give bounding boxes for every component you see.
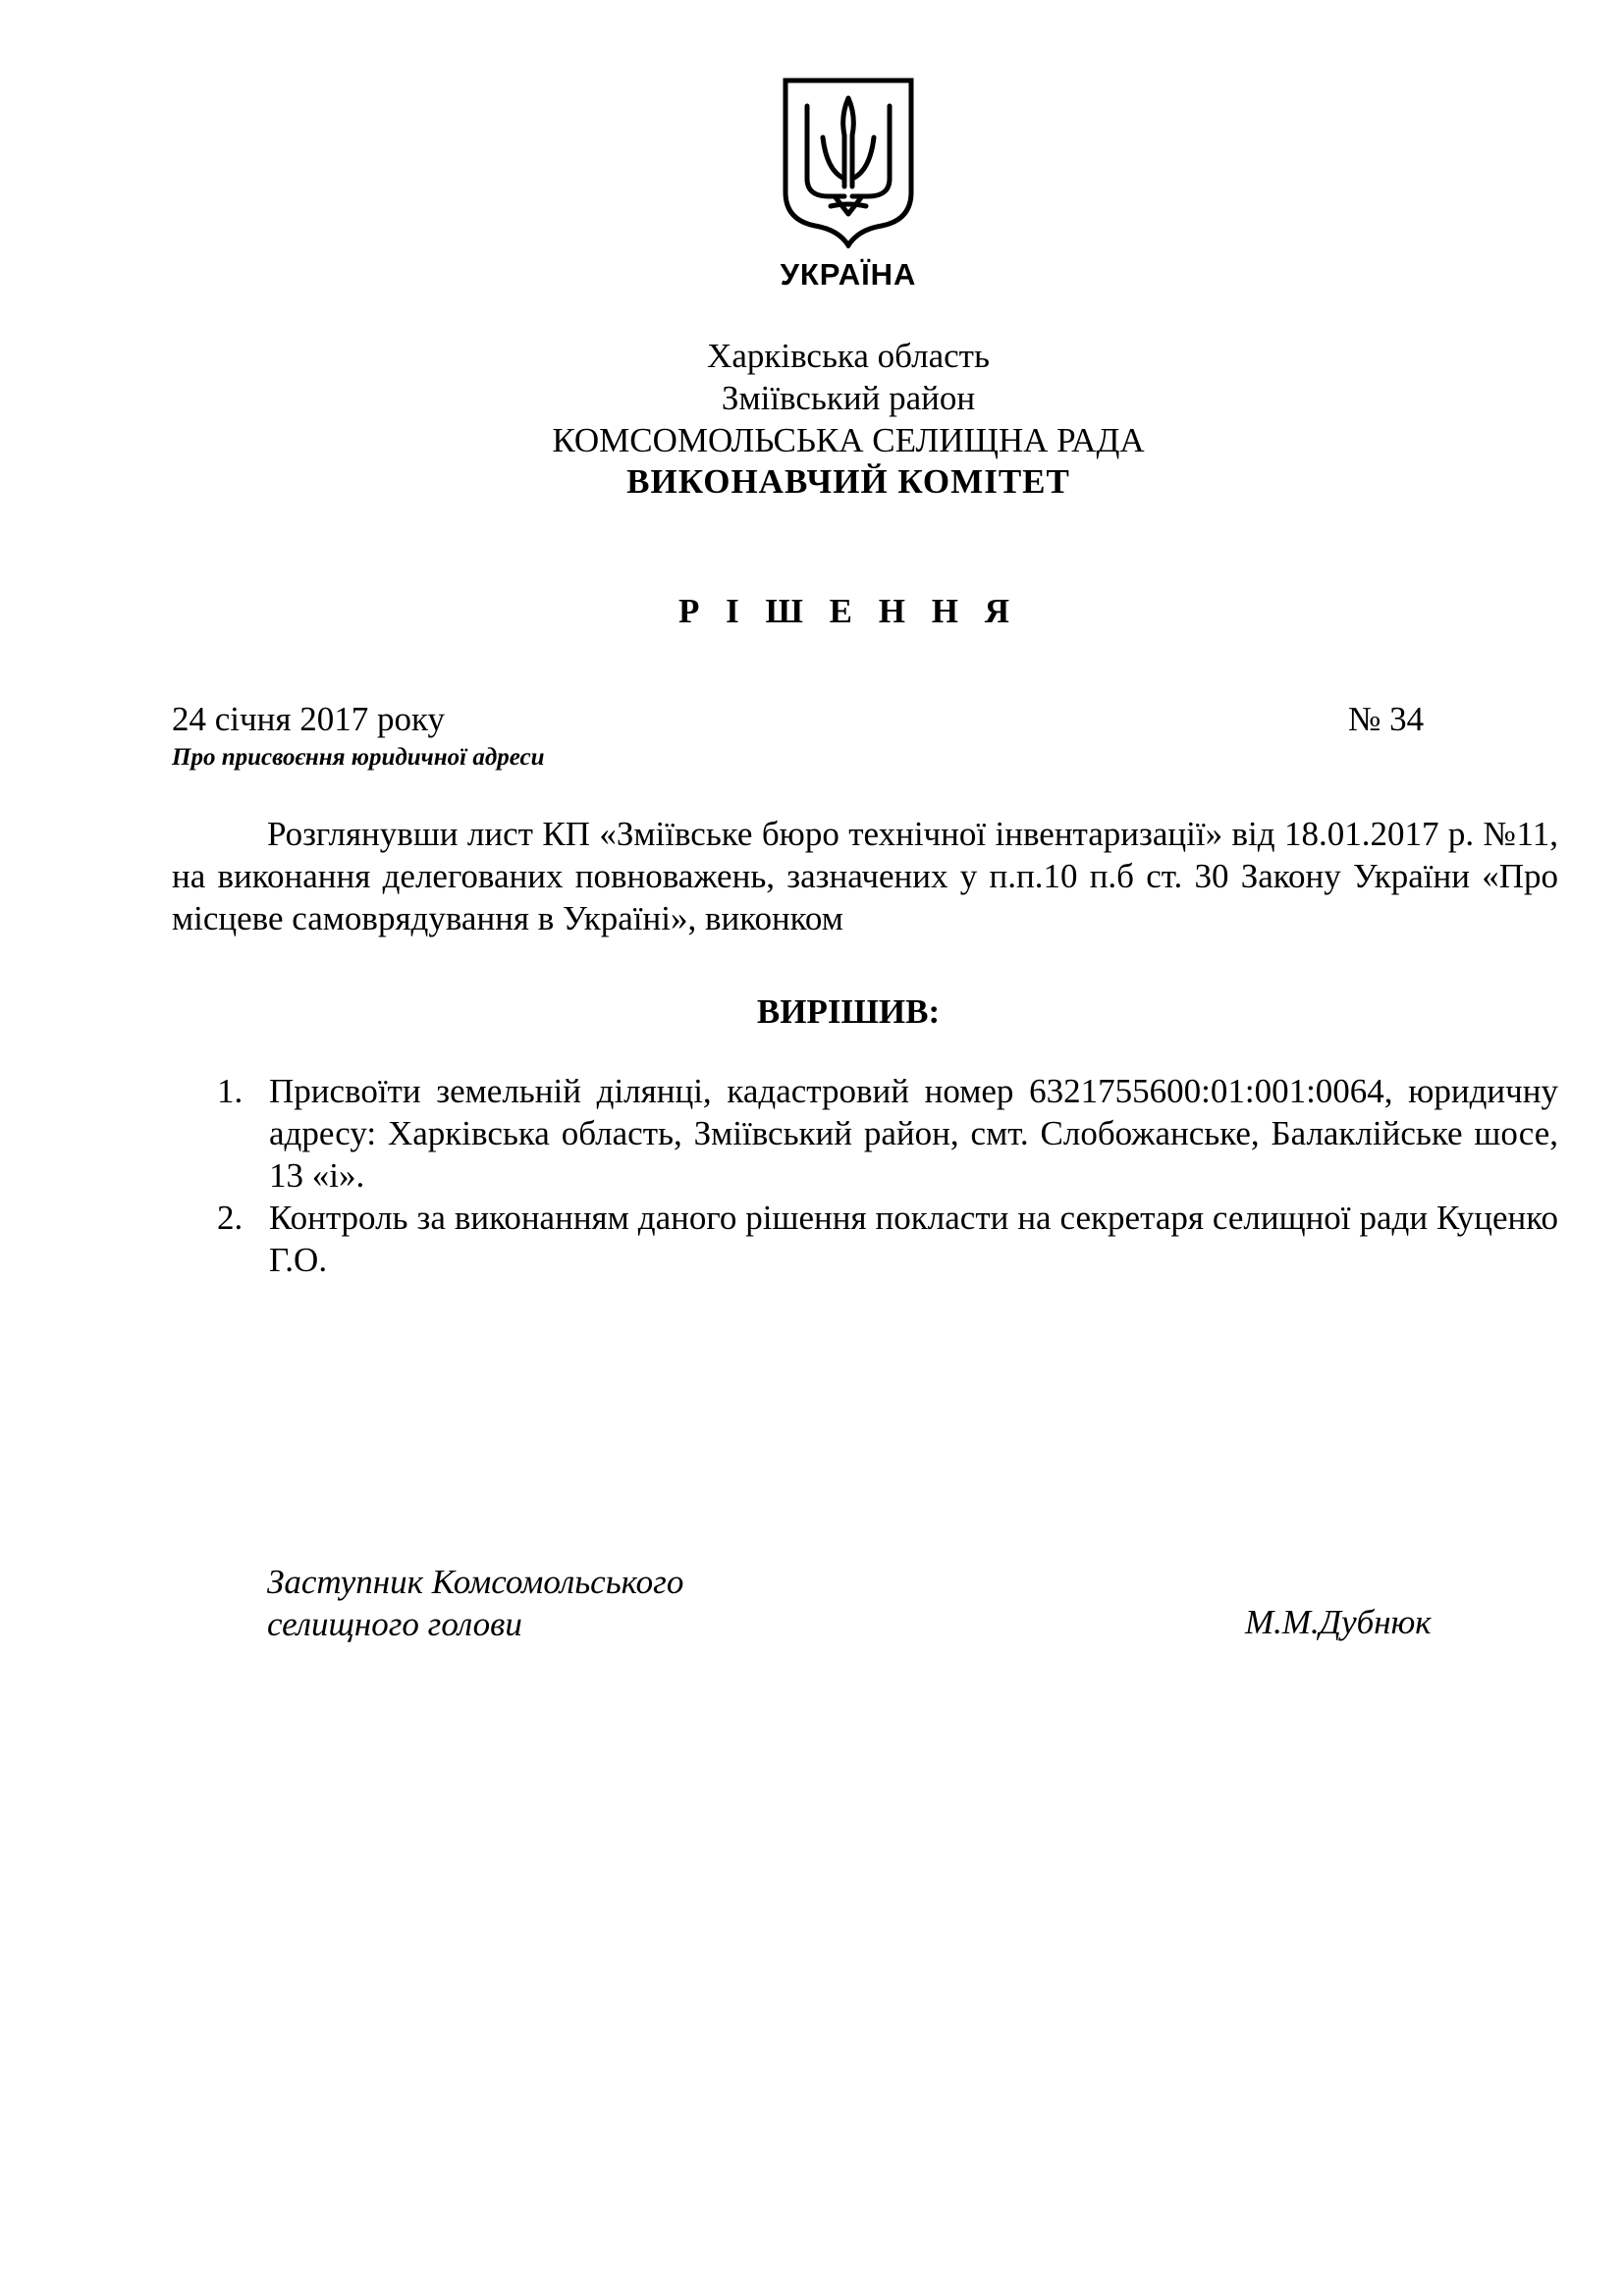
document-title: Р І Ш Е Н Н Я — [677, 592, 1018, 630]
signatory-name: М.М.Дубнюк — [1245, 1603, 1432, 1641]
document-subject: Про присвоєння юридичної адреси — [172, 744, 545, 771]
council-label: КОМСОМОЛЬСЬКА СЕЛИЩНА РАДА — [552, 421, 1145, 459]
district-label: Зміївський район — [721, 379, 976, 417]
decision-item-text: Присвоїти земельній ділянці, кадастровий номер 6321755600:01:001:0064, юридичну адресу: Харківська область, Зміївський район, смт. Слобожанське, Балаклійське шосе, 13 «і». — [269, 1072, 1558, 1195]
decision-item — [172, 1197, 1558, 1281]
signatory-position-line1: Заступник Комсомольського — [267, 1563, 684, 1601]
trident-coat-of-arms-icon — [780, 77, 917, 248]
decision-heading: ВИРІШИВ: — [756, 992, 941, 1031]
decision-item-text: Контроль за виконанням даного рішення покласти на секретаря селищної ради Куценко Г.О. — [269, 1199, 1558, 1279]
preamble-paragraph: Розглянувши лист КП «Зміївське бюро технічної інвентаризації» від 18.01.2017 р. №11, на виконання делегованих повноважень, зазначених у п.п.10 п.б ст. 30 Закону України «Про місцеве самоврядування в Україні», виконком — [172, 815, 1558, 937]
region-label: Харківська область — [707, 337, 990, 375]
committee-label: ВИКОНАВЧИЙ КОМІТЕТ — [626, 462, 1070, 501]
document-number: № 34 — [1348, 700, 1425, 738]
decision-item — [172, 1070, 1558, 1197]
country-label: УКРАЇНА — [780, 257, 917, 292]
decision-items — [172, 1070, 1558, 1281]
decision-item-number: 1. — [217, 1072, 244, 1110]
signatory-position — [267, 1561, 683, 1645]
signatory-position-line2: селищного голови — [267, 1605, 522, 1643]
decision-item-number: 2. — [217, 1199, 244, 1237]
document-date: 24 січня 2017 року — [172, 700, 445, 738]
